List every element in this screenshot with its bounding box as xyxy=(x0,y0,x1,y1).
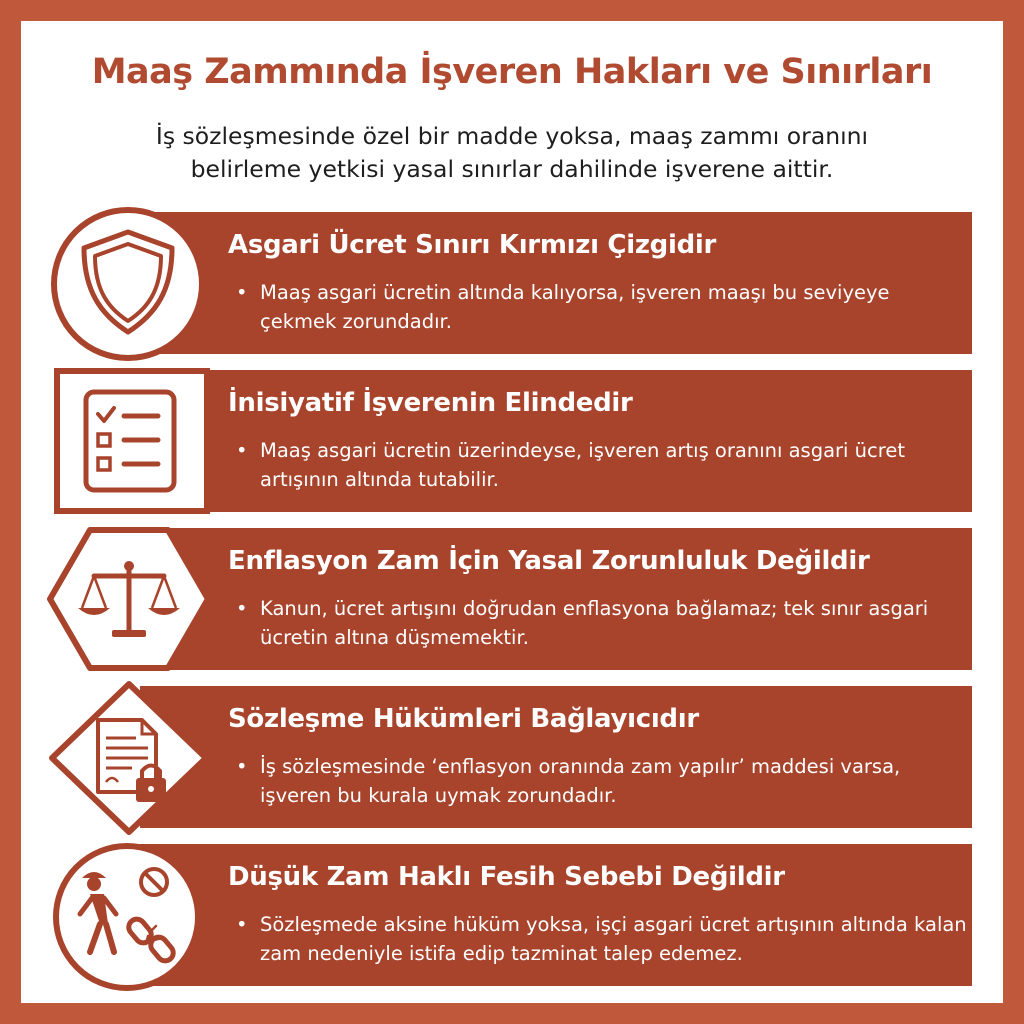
info-row-1 xyxy=(0,210,1024,358)
bullet-symbol: • xyxy=(236,597,248,620)
shield-icon xyxy=(48,204,208,364)
row-text: Kanun, ücret artışını doğrudan enflasyona bağlamaz; tek sınır asgari ücretin altına düşmemektir. xyxy=(260,597,929,649)
bullet-symbol: • xyxy=(236,281,248,304)
locked-document-icon xyxy=(48,680,210,836)
row-text: Maaş asgari ücretin üzerindeyse, işveren artış oranını asgari ücret artışının altında tutabilir. xyxy=(260,439,905,491)
worker-broken-chain-icon xyxy=(50,840,204,994)
row-heading: Düşük Zam Haklı Fesih Sebebi Değildir xyxy=(228,862,785,892)
bullet-symbol: • xyxy=(236,439,248,462)
info-row-2 xyxy=(0,368,1024,516)
info-row-3 xyxy=(0,526,1024,674)
page-title: Maaş Zammında İşveren Hakları ve Sınırları xyxy=(91,52,933,92)
row-text: İş sözleşmesinde ‘enflasyon oranında zam yapılır’ maddesi varsa, işveren bu kurala uymak zorundadır. xyxy=(260,755,901,807)
scales-icon xyxy=(46,526,212,672)
bullet-symbol: • xyxy=(236,755,248,778)
page-subtitle: İş sözleşmesinde özel bir madde yoksa, maaş zammı oranını belirleme yetkisi yasal sınırlar dahilinde işverene aittir. xyxy=(155,122,869,183)
checklist-icon xyxy=(54,368,210,514)
info-row-5 xyxy=(0,842,1024,990)
bullet-symbol: • xyxy=(236,913,248,936)
row-heading: Enflasyon Zam İçin Yasal Zorunluluk Değildir xyxy=(228,546,870,576)
row-heading: Sözleşme Hükümleri Bağlayıcıdır xyxy=(228,704,699,734)
row-heading: İnisiyatif İşverenin Elindedir xyxy=(228,388,633,418)
row-heading: Asgari Ücret Sınırı Kırmızı Çizgidir xyxy=(228,230,717,260)
row-text: Maaş asgari ücretin altında kalıyorsa, işveren maaşı bu seviyeye çekmek zorundadır. xyxy=(260,281,890,333)
row-text: Sözleşmede aksine hüküm yoksa, işçi asgari ücret artışının altında kalan zam nedeniyle istifa edip tazminat talep edemez. xyxy=(260,913,967,965)
info-row-4 xyxy=(0,684,1024,832)
